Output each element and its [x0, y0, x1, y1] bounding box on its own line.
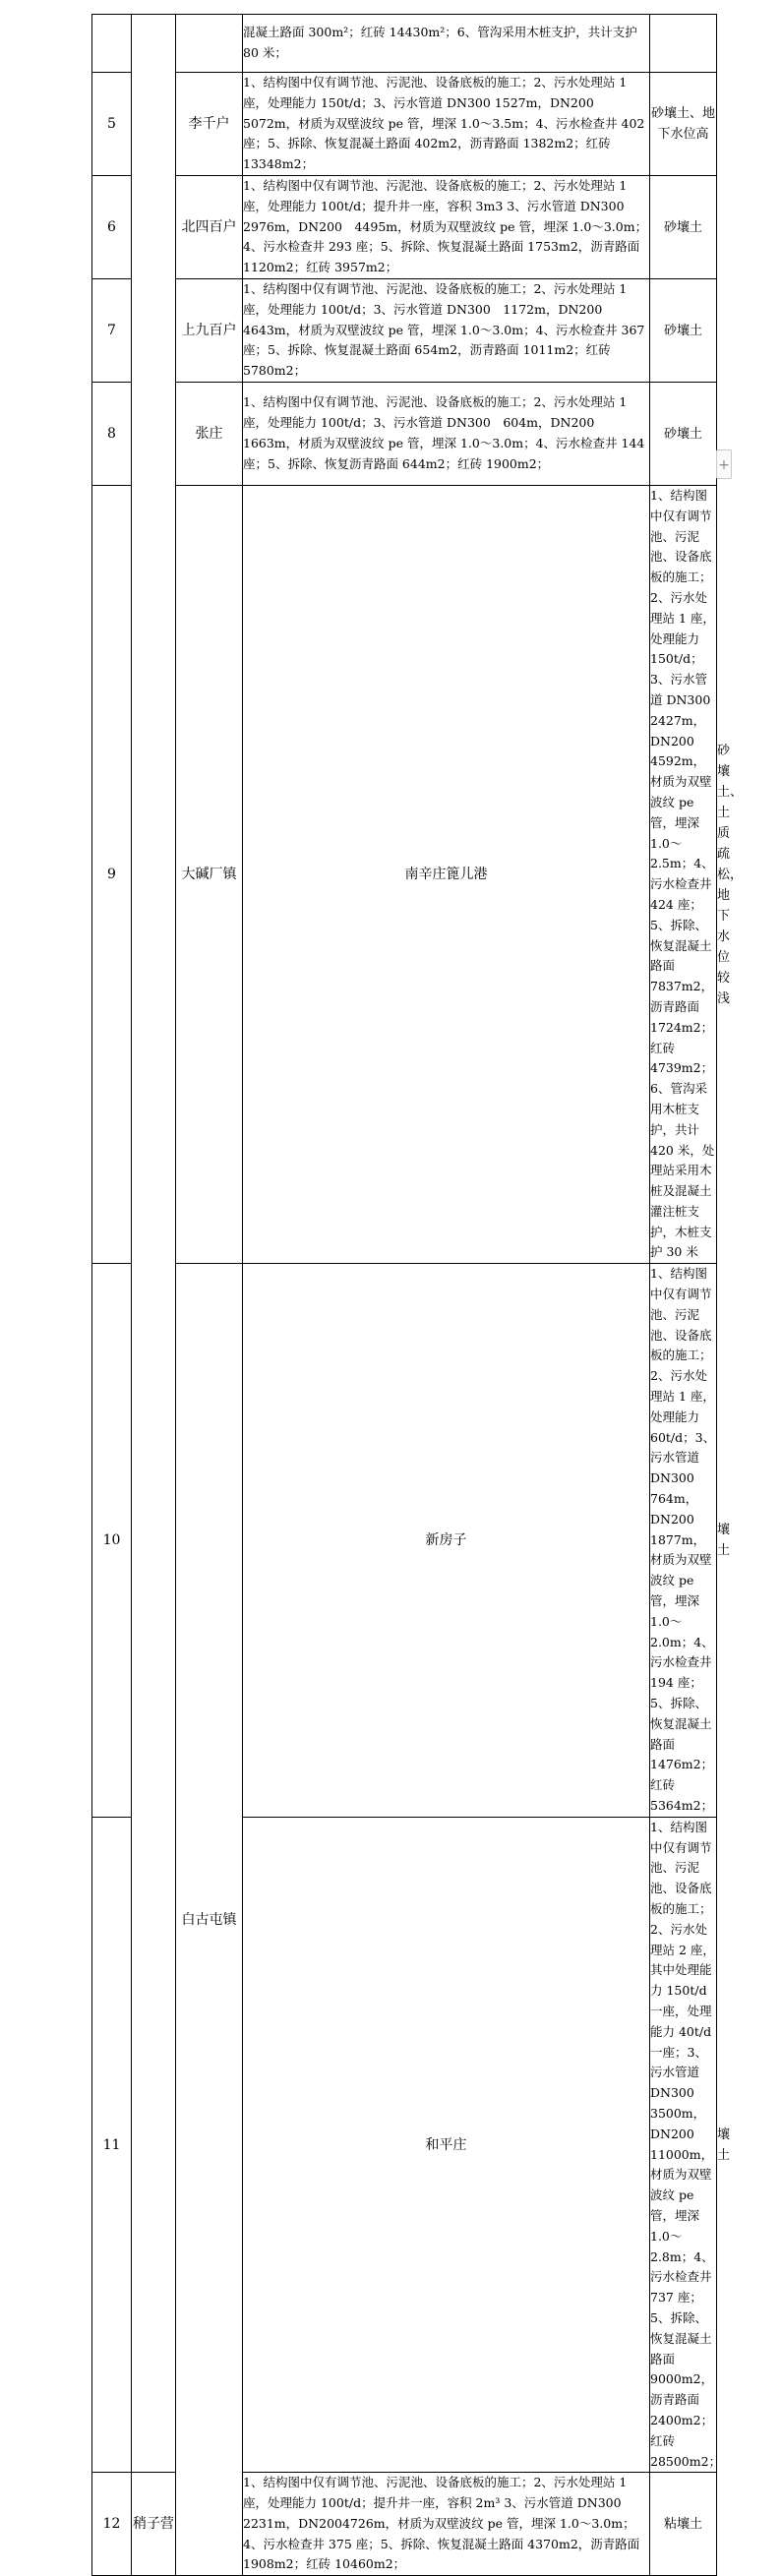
village-cell: 稍子营: [132, 2473, 176, 2576]
description-cell: 1、结构图中仅有调节池、污泥池、设备底板的施工；2、污水处理站 1 座，处理能力 150t/d；3、污水管道 DN300 1527m，DN200 5072m，材质为双壁波纹 pe 管，埋深 1.0～3.5m；4、污水检查井 402 座；5、拆除、恢复混凝土路面 402m2，沥青路面 1382m2；红砖 13348m2；: [243, 73, 650, 176]
soil-cell: 砂壤土: [650, 279, 717, 383]
row-number-cell: 5: [92, 73, 132, 176]
description-cell: 1、结构图中仅有调节池、污泥池、设备底板的施工；2、污水处理站 1 座，处理能力 150t/d；3、污水管道 DN300 2427m，DN200 4592m，材质为双壁波纹 pe 管，埋深 1.0～2.5m；4、污水检查井 424 座；5、拆除、恢复混凝土路面 7837m2，沥青路面 1724m2；红砖 4739m2；6、管沟采用木桩支护，共计 420 米，处理站采用木桩及混凝土灌注桩支护，木桩支护 30 米: [650, 486, 717, 1264]
town-cell: [132, 15, 176, 2473]
village-cell: 李千户: [176, 73, 243, 176]
village-cell: 新房子: [243, 1264, 650, 1818]
row-number-cell: 7: [92, 279, 132, 383]
row-number-cell: 11: [92, 1817, 132, 2473]
soil-cell: 砂壤土: [650, 383, 717, 486]
project-table: [91, 14, 744, 2576]
description-cell: 1、结构图中仅有调节池、污泥池、设备底板的施工；2、污水处理站 1 座，处理能力 100t/d；提升井一座，容积 2m³ 3、污水管道 DN300 2231m，DN2004726m，材质为双壁波纹 pe 管，埋深 1.0～3.0m；4、污水检查井 375 座；5、拆除、恢复混凝土路面 4370m2，沥青路面 1908m2；红砖 10460m2；: [243, 2473, 650, 2576]
village-cell: 上九百户: [176, 279, 243, 383]
table-row: [92, 73, 717, 176]
table-row: 10 白古屯镇 新房子 1、结构图中仅有调节池、污泥池、设备底板的施工；2、污水处理站 1 座，处理能力 60t/d；3、污水管道 DN300 764m，DN200 1877m，材质为双壁波纹 pe 管，埋深 1.0～2.0m；4、污水检查井 194 座；5、拆除、恢复混凝土路面 1476m2；红砖 5364m2； 壤土: [92, 1264, 717, 1818]
soil-cell: 砂壤土: [650, 176, 717, 279]
village-cell: 张庄: [176, 383, 243, 486]
table-row: [92, 383, 717, 486]
row-number-cell: [92, 15, 132, 73]
row-number-cell: 12: [92, 2473, 132, 2576]
table-row: [92, 279, 717, 383]
description-cell: 1、结构图中仅有调节池、污泥池、设备底板的施工；2、污水处理站 1 座，处理能力 60t/d；3、污水管道 DN300 764m，DN200 1877m，材质为双壁波纹 pe 管，埋深 1.0～2.0m；4、污水检查井 194 座；5、拆除、恢复混凝土路面 1476m2；红砖 5364m2；: [650, 1264, 717, 1818]
soil-cell: 粘壤土: [650, 2473, 717, 2576]
row-number-cell: 6: [92, 176, 132, 279]
table-row: [92, 15, 717, 73]
table-row: 9 大碱厂镇 南辛庄篦儿港 1、结构图中仅有调节池、污泥池、设备底板的施工；2、污水处理站 1 座，处理能力 150t/d；3、污水管道 DN300 2427m，DN200 4592m，材质为双壁波纹 pe 管，埋深 1.0～2.5m；4、污水检查井 424 座；5、拆除、恢复混凝土路面 7837m2，沥青路面 1724m2；红砖 4739m2；6、管沟采用木桩支护，共计 420 米，处理站采用木桩及混凝土灌注桩支护，木桩支护 30 米 砂壤土、土质疏松，地下水位较浅: [92, 486, 717, 1264]
village-cell: 北四百户: [176, 176, 243, 279]
soil-cell: [650, 15, 717, 73]
description-cell: 1、结构图中仅有调节池、污泥池、设备底板的施工；2、污水处理站 1 座，处理能力 100t/d；3、污水管道 DN300 604m，DN200 1663m，材质为双壁波纹 pe 管，埋深 1.0～3.0m；4、污水检查井 144 座；5、拆除、恢复沥青路面 644m2；红砖 1900m2；: [243, 383, 650, 486]
soil-cell: 砂壤土、地下水位高: [650, 73, 717, 176]
description-cell: 1、结构图中仅有调节池、污泥池、设备底板的施工；2、污水处理站 1 座，处理能力 100t/d；提升井一座，容积 3m3 3、污水管道 DN300 2976m，DN200 4495m，材质为双壁波纹 pe 管，埋深 1.0～3.0m；4、污水检查井 293 座；5、拆除、恢复混凝土路面 1753m2，沥青路面 1120m2；红砖 3957m2；: [243, 176, 650, 279]
add-row-button[interactable]: +: [716, 449, 732, 479]
village-cell: 和平庄: [243, 1817, 650, 2473]
town-cell: 大碱厂镇: [176, 486, 243, 1264]
village-cell: 南辛庄篦儿港: [243, 486, 650, 1264]
row-number-cell: 9: [92, 486, 132, 1264]
description-cell: 1、结构图中仅有调节池、污泥池、设备底板的施工；2、污水处理站 2 座，其中处理能力 150t/d 一座，处理能力 40t/d 一座；3、污水管道 DN300 3500m，DN200 11000m，材质为双壁波纹 pe 管，埋深 1.0～2.8m；4、污水检查井 737 座；5、拆除、恢复混凝土路面 9000m2，沥青路面 2400m2；红砖 28500m2；: [650, 1817, 717, 2473]
table-row: [92, 176, 717, 279]
village-cell: [176, 15, 243, 73]
description-cell: 1、结构图中仅有调节池、污泥池、设备底板的施工；2、污水处理站 1 座，处理能力 100t/d；3、污水管道 DN300 1172m，DN200 4643m，材质为双壁波纹 pe 管，埋深 1.0～3.0m；4、污水检查井 367 座；5、拆除、恢复混凝土路面 654m2，沥青路面 1011m2；红砖 5780m2；: [243, 279, 650, 383]
description-cell: 混凝土路面 300m²；红砖 14430m²；6、管沟采用木桩支护，共计支护 80 米；: [243, 15, 650, 73]
row-number-cell: 10: [92, 1264, 132, 1818]
table-row: 11 和平庄 1、结构图中仅有调节池、污泥池、设备底板的施工；2、污水处理站 2 座，其中处理能力 150t/d 一座，处理能力 40t/d 一座；3、污水管道 DN300 3500m，DN200 11000m，材质为双壁波纹 pe 管，埋深 1.0～2.8m；4、污水检查井 737 座；5、拆除、恢复混凝土路面 9000m2，沥青路面 2400m2；红砖 28500m2； 壤土: [92, 1817, 717, 2473]
row-number-cell: 8: [92, 383, 132, 486]
town-cell: 白古屯镇: [176, 1264, 243, 2576]
